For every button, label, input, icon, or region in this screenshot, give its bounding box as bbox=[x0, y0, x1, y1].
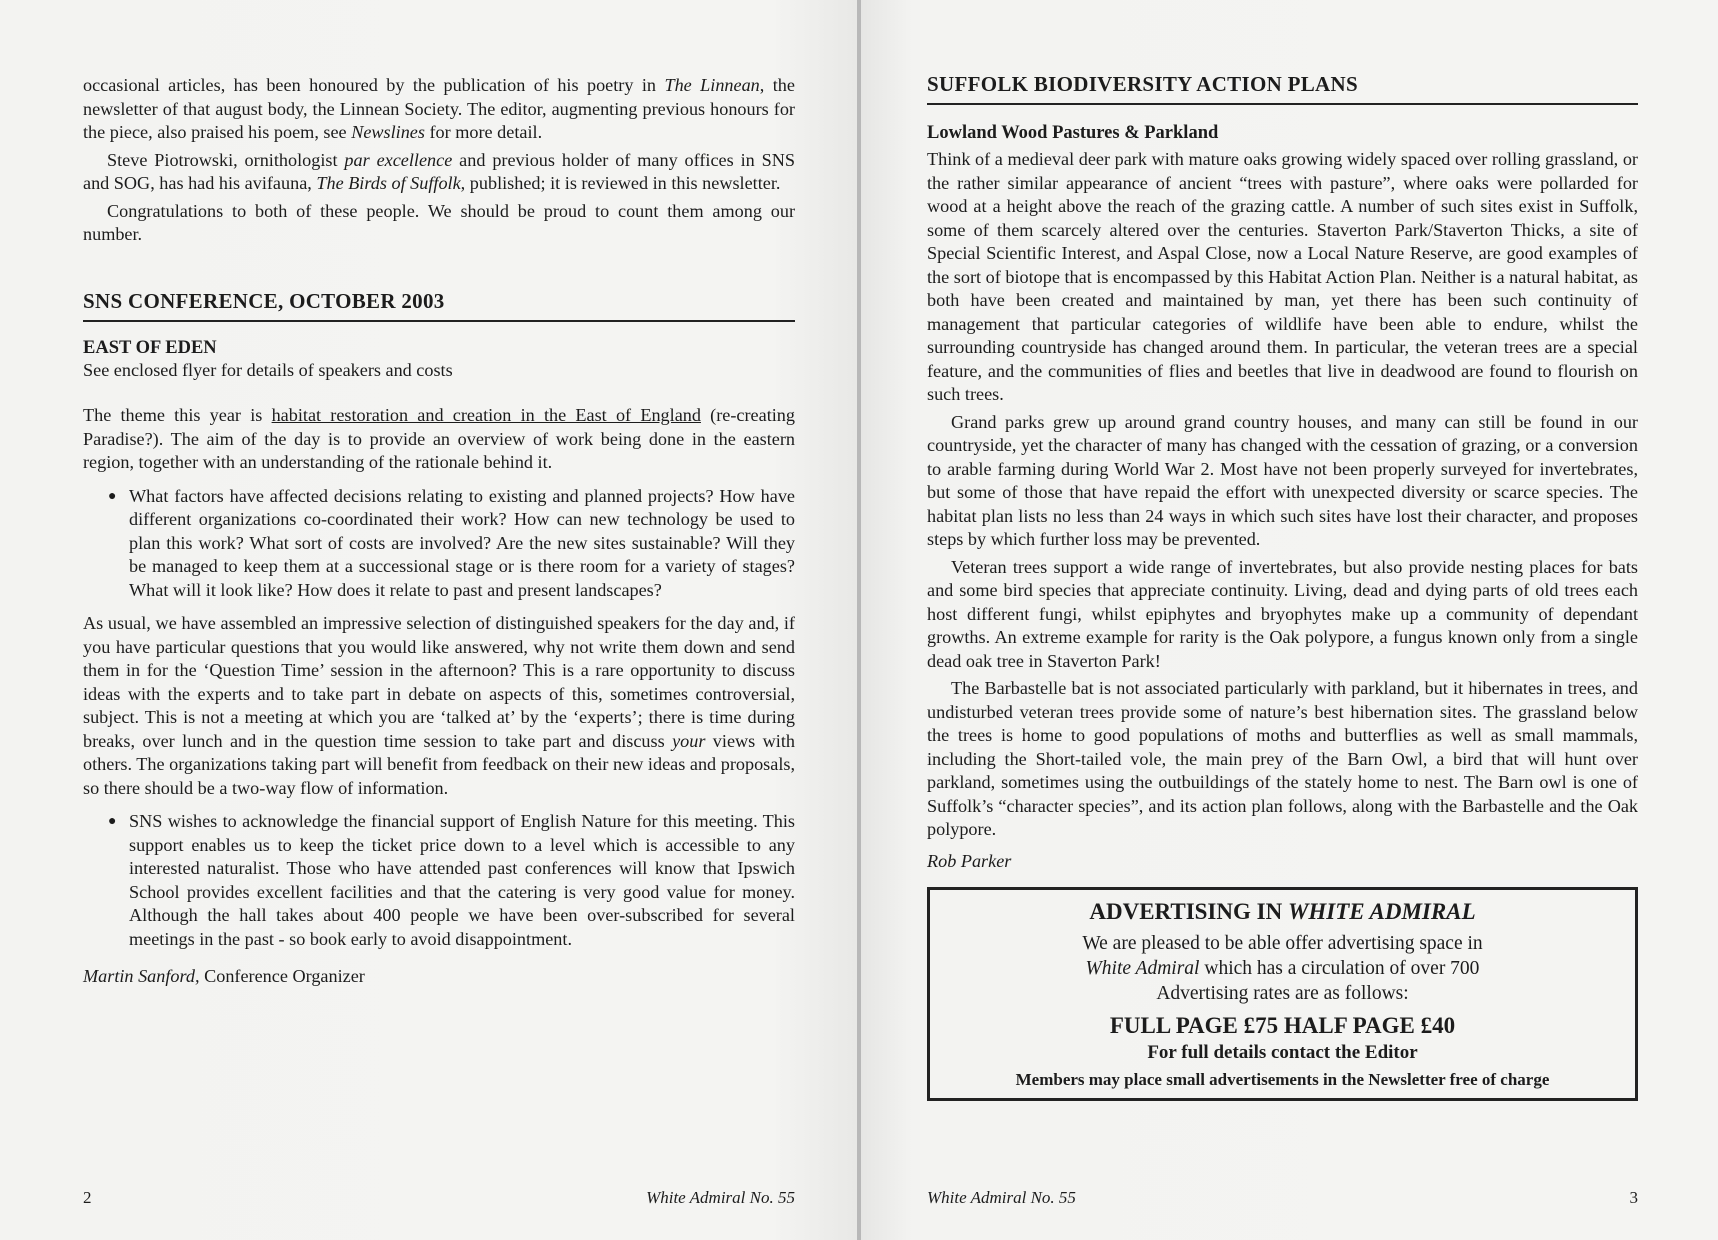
article-paragraph-4: The Barbastelle bat is not associated particularly with parkland, but it hibernates in trees, and undisturbed veteran trees provide some of nature’s best hibernation sites. The grassland below the trees is home to good populations of moths and butterflies as well as small mammals, including the Short-tailed vole, the main prey of the Barn Owl, a bird that will hunt over parkland, sometimes using the outbuildings of the stately home to nest. The Barn owl is one of Suffolk’s “character species”, and its action plan follows, along with the Barbastelle and the Oak polypore. bbox=[927, 678, 1638, 839]
section-title-biodiversity: SUFFOLK BIODIVERSITY ACTION PLANS bbox=[927, 72, 1638, 105]
article-paragraph-3: Veteran trees support a wide range of invertebrates, but also provide nesting places for bats and some bird species that appreciate continuity. Living, dead and dying parts of old trees each host different fungi, whilst epiphytes and bryophytes make up a community of dependant growths. An extreme example for rarity is the Oak polypore, a fungus known only from a single dead oak tree in Staverton Park! bbox=[927, 556, 1638, 671]
speakers-paragraph: As usual, we have assembled an impressive selection of distinguished speakers for the day and, if you have particular questions that you would like answered, why not write them down and send them in for the ‘Question Time’ session in the afternoon? This is a rare opportunity to discuss ideas with the experts and to take part in debate on aspects of this, sometimes controversial, subject. This is not a meeting at which you are ‘talked at’ by the ‘experts’; there is time during breaks, over lunch and in the question time session to take part and discuss your views with others. The organizations taking part will benefit from feedback on their new ideas and proposals, so there should be a two-way flow of information. bbox=[83, 613, 795, 798]
intro-paragraph-3: Congratulations to both of these people. We should be proud to count them among our number. bbox=[83, 200, 795, 244]
left-page bbox=[0, 0, 857, 1240]
ad-small-note: Members may place small advertisements in the Newsletter free of charge bbox=[1015, 1070, 1550, 1089]
footer-title-right: White Admiral No. 55 bbox=[927, 1188, 1076, 1207]
intro-paragraph-1: occasional articles, has been honoured by the publication of his poetry in The Linnean, the newsletter of that august body, the Linnean Society. The editor, augmenting previous honours for the piece, also praised his poem, see Newslines for more detail. bbox=[83, 75, 795, 142]
advertising-box bbox=[927, 887, 1638, 1101]
acknowledgement-list bbox=[83, 810, 795, 951]
section-title-conference: SNS CONFERENCE, OCTOBER 2003 bbox=[83, 289, 795, 322]
article-paragraph-2: Grand parks grew up around grand country houses, and many can still be found in our countryside, yet the character of many has changed with the cessation of grazing, or a conversion to arable farming during World War 2. Most have not been properly surveyed for invertebrates, but some of those that have repaid the effort with unexpected diversity or scarce species. The habitat plan lists no less than 24 ways in which such sites have lost their character, and proposes steps by which further loss may be prevented. bbox=[927, 411, 1638, 549]
page-number-right: 3 bbox=[1629, 1188, 1638, 1207]
question-list bbox=[83, 485, 795, 603]
author-signature: Rob Parker bbox=[927, 850, 1012, 871]
ad-line-1: We are pleased to be able offer advertising space in bbox=[1082, 933, 1483, 954]
ad-line-3: Advertising rates are as follows: bbox=[1156, 983, 1409, 1004]
theme-paragraph: The theme this year is habitat restoration and creation in the East of England (re-creating Paradise?). The aim of the day is to provide an overview of work being done in the eastern region, together with an understanding of the rationale behind it. bbox=[83, 405, 795, 472]
signature: Martin Sanford, Conference Organizer bbox=[83, 966, 365, 986]
ad-title: ADVERTISING IN WHITE ADMIRAL bbox=[1089, 899, 1476, 924]
intro-paragraph-2: Steve Piotrowski, ornithologist par excellence and previous holder of many offices in SNS and SOG, has had his avifauna, The Birds of Suffolk, published; it is reviewed in this newsletter. bbox=[83, 149, 795, 193]
right-page bbox=[861, 0, 1718, 1240]
subsection-title-east-of-eden: EAST OF EDEN bbox=[83, 337, 217, 358]
footer-title-left: White Admiral No. 55 bbox=[646, 1188, 795, 1207]
ad-line-2: White Admiral which has a circulation of over 700 bbox=[1085, 958, 1480, 979]
subsection-title-wood-pastures: Lowland Wood Pastures & Parkland bbox=[927, 123, 1219, 143]
list-item: ● What factors have affected decisions relating to existing and planned projects? How have different organizations co-coordinated their work? How can new technology be used to plan this work? What sort of costs are involved? Are the new sites sustainable? Will they be managed to keep them at a successional stage or is there room for a variety of stages? What will it look like? How does it relate to past and present landscapes? bbox=[83, 485, 795, 603]
list-item: ● SNS wishes to acknowledge the financial support of English Nature for this meeting. This support enables us to keep the ticket price down to a level which is accessible to any interested naturalist. Those who have attended past conferences will know that Ipswich School provides excellent facilities and that the catering is very good value for money. Although the hall takes about 400 people we have been over-subscribed for several meetings in the past - so book early to avoid disappointment. bbox=[83, 810, 795, 951]
article-paragraph-1: Think of a medieval deer park with mature oaks growing widely spaced over rolling grassland, or the rather similar appearance of ancient “trees with pasture”, where oaks were pollarded for wood at a height above the reach of the grazing cattle. A number of such sites exist in Suffolk, some of them scarcely altered over the centuries. Staverton Park/Staverton Thicks, a site of Special Scientific Interest, and Aspal Close, now a Local Nature Reserve, are good examples of the sort of biotope that is encompassed by this Habitat Action Plan. Neither is a natural habitat, as both have been created and maintained by man, yet there has been such continuity of management that particular categories of wildlife have been able to endure, whilst the surrounding countryside has changed around them. In particular, the veteran trees are a special feature, and the communities of flies and beetles that live in deadwood are found to flourish on such trees. bbox=[927, 149, 1638, 404]
ad-contact: For full details contact the Editor bbox=[1147, 1042, 1418, 1063]
page-number-left: 2 bbox=[83, 1188, 92, 1207]
flyer-note: See enclosed flyer for details of speakers and costs bbox=[83, 359, 453, 380]
ad-prices: FULL PAGE £75 HALF PAGE £40 bbox=[1109, 1013, 1456, 1038]
